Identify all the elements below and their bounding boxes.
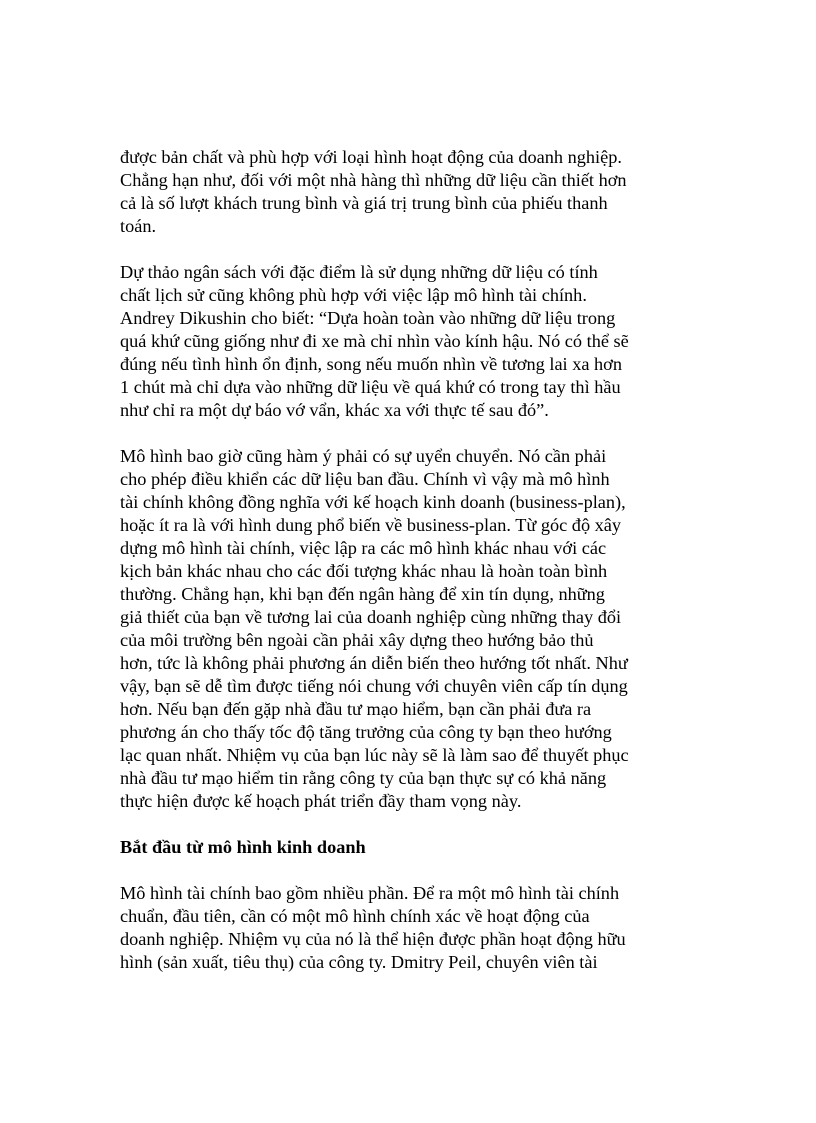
text-line: cho phép điều khiển các dữ liệu ban đầu. Chính vì vậy mà mô hình [120,469,610,489]
text-line: vậy, bạn sẽ dễ tìm được tiếng nói chung với chuyên viên cấp tín dụng [120,676,628,696]
text-line: dựng mô hình tài chính, việc lập ra các mô hình khác nhau với các [120,538,607,558]
text-line: phương án cho thấy tốc độ tăng trưởng của công ty bạn theo hướng [120,722,612,742]
text-line: doanh nghiệp. Nhiệm vụ của nó là thể hiện được phần hoạt động hữu [120,929,626,949]
text-line: tài chính không đồng nghĩa với kế hoạch kinh doanh (business-plan), [120,492,626,512]
text-line: của môi trường bên ngoài cần phải xây dựng theo hướng bảo thủ [120,630,594,650]
text-line: chuẩn, đầu tiên, cần có một mô hình chính xác về hoạt động của [120,906,590,926]
text-line: cả là số lượt khách trung bình và giá trị trung bình của phiếu thanh [120,193,608,213]
document-body [120,146,720,997]
paragraph-3 [120,445,720,813]
text-line: Mô hình tài chính bao gồm nhiều phần. Để ra một mô hình tài chính [120,883,620,903]
section-heading-text: Bắt đầu từ mô hình kinh doanh [120,837,366,857]
text-line: được bản chất và phù hợp với loại hình hoạt động của doanh nghiệp. [120,147,622,167]
text-line: nhà đầu tư mạo hiểm tin rằng công ty của bạn thực sự có khả năng [120,768,607,788]
text-line: Andrey Dikushin cho biết: “Dựa hoàn toàn vào những dữ liệu trong [120,308,616,328]
paragraph-2 [120,261,720,422]
text-line: giả thiết của bạn về tương lai của doanh nghiệp cùng những thay đổi [120,607,622,627]
text-line: đúng nếu tình hình ổn định, song nếu muốn nhìn về tương lai xa hơn [120,354,622,374]
text-line: chất lịch sử cũng không phù hợp với việc lập mô hình tài chính. [120,285,587,305]
text-line: Dự thảo ngân sách với đặc điểm là sử dụng những dữ liệu có tính [120,262,598,282]
text-line: toán. [120,216,157,236]
text-line: kịch bản khác nhau cho các đối tượng khác nhau là hoàn toàn bình [120,561,608,581]
section-heading [120,836,720,859]
paragraph-4 [120,882,720,974]
text-line: hình (sản xuất, tiêu thụ) của công ty. Dmitry Peil, chuyên viên tài [120,952,598,972]
text-line: Chẳng hạn như, đối với một nhà hàng thì những dữ liệu cần thiết hơn [120,170,627,190]
text-line: 1 chút mà chỉ dựa vào những dữ liệu về quá khứ có trong tay thì hầu [120,377,621,397]
text-line: quá khứ cũng giống như đi xe mà chỉ nhìn vào kính hậu. Nó có thể sẽ [120,331,629,351]
text-line: hơn, tức là không phải phương án diễn biến theo hướng tốt nhất. Như [120,653,628,673]
paragraph-1 [120,146,720,238]
text-line: lạc quan nhất. Nhiệm vụ của bạn lúc này sẽ là làm sao để thuyết phục [120,745,629,765]
text-line: hoặc ít ra là với hình dung phổ biến về business-plan. Từ góc độ xây [120,515,622,535]
text-line: hơn. Nếu bạn đến gặp nhà đầu tư mạo hiểm, bạn cần phải đưa ra [120,699,592,719]
text-line: thực hiện được kế hoạch phát triển đầy tham vọng này. [120,791,522,811]
text-line: như chỉ ra một dự báo vớ vẩn, khác xa với thực tế sau đó”. [120,400,549,420]
text-line: thường. Chẳng hạn, khi bạn đến ngân hàng để xin tín dụng, những [120,584,605,604]
text-line: Mô hình bao giờ cũng hàm ý phải có sự uyển chuyển. Nó cần phải [120,446,607,466]
